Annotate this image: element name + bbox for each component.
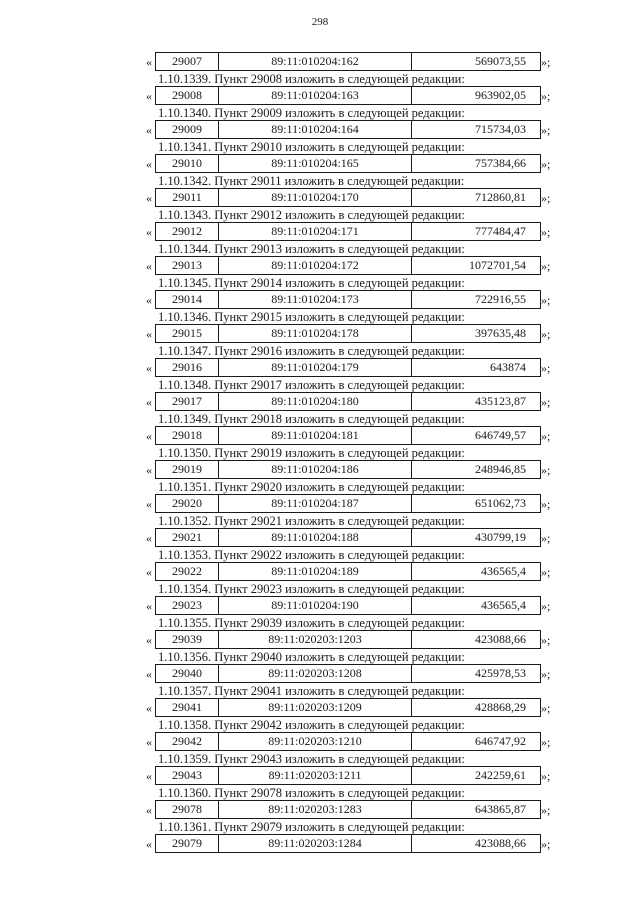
amendment-heading: 1.10.1349. Пункт 29018 изложить в следующей редакции:: [158, 412, 465, 426]
amendment-heading: 1.10.1359. Пункт 29043 изложить в следующей редакции:: [158, 752, 465, 766]
amendment-heading: 1.10.1352. Пункт 29021 изложить в следующей редакции:: [158, 514, 465, 528]
quote-open: «: [146, 837, 152, 851]
amendment-block: [0, 480, 640, 514]
table-row: [146, 324, 566, 344]
amendment-heading: 1.10.1355. Пункт 29039 изложить в следующей редакции:: [158, 616, 465, 630]
amendment-heading: 1.10.1341. Пункт 29010 изложить в следующей редакции:: [158, 140, 465, 154]
cell-number: 29021: [156, 529, 219, 546]
document-body: [0, 49, 640, 854]
quote-close: »;: [541, 837, 551, 851]
quote-open: «: [146, 55, 152, 69]
cell-value: 423088,66: [475, 632, 526, 646]
table-row: [146, 188, 566, 208]
cell-cadastral: 89:11:020203:1203: [219, 631, 412, 648]
cell-cadastral: 89:11:010204:190: [219, 597, 412, 614]
cell-cadastral: 89:11:010204:180: [219, 393, 412, 410]
quote-open: «: [146, 293, 152, 307]
cell-cadastral: 89:11:010204:187: [219, 495, 412, 512]
cell-cadastral: 89:11:010204:179: [219, 359, 412, 376]
cell-number: 29010: [156, 155, 219, 172]
amendment-heading: 1.10.1356. Пункт 29040 изложить в следующей редакции:: [158, 650, 465, 664]
cell-number: 29079: [156, 835, 219, 852]
cell-number: 29022: [156, 563, 219, 580]
quote-close: »;: [541, 89, 551, 103]
cell-cadastral: 89:11:010204:181: [219, 427, 412, 444]
cell-number: 29008: [156, 87, 219, 104]
amendment-heading: 1.10.1346. Пункт 29015 изложить в следующей редакции:: [158, 310, 465, 324]
table-row: [146, 426, 566, 446]
cell-number: 29015: [156, 325, 219, 342]
row-cells: [155, 120, 541, 139]
table-row: [146, 834, 566, 854]
cell-value: 436565,4: [481, 598, 526, 612]
quote-close: »;: [541, 769, 551, 783]
row-cells: [155, 426, 541, 445]
table-row: [146, 732, 566, 752]
quote-close: »;: [541, 803, 551, 817]
quote-close: »;: [541, 497, 551, 511]
quote-close: »;: [541, 701, 551, 715]
quote-close: »;: [541, 633, 551, 647]
cell-value: 1072701,54: [469, 258, 526, 272]
cell-value: 963902,05: [475, 88, 526, 102]
cell-number: 29014: [156, 291, 219, 308]
cell-cadastral: 89:11:010204:162: [219, 53, 412, 70]
quote-open: «: [146, 89, 152, 103]
amendment-block: [0, 650, 640, 684]
row-cells: [155, 154, 541, 173]
quote-close: »;: [541, 191, 551, 205]
row-cells: [155, 324, 541, 343]
amendment-block: [0, 310, 640, 344]
cell-number: 29009: [156, 121, 219, 138]
table-row: [146, 86, 566, 106]
quote-close: »;: [541, 55, 551, 69]
table-row: [146, 494, 566, 514]
row-cells: [155, 290, 541, 309]
amendment-block: [0, 616, 640, 650]
cell-number: 29040: [156, 665, 219, 682]
table-row: [146, 392, 566, 412]
cell-number: 29011: [156, 189, 219, 206]
amendment-heading: 1.10.1343. Пункт 29012 изложить в следующей редакции:: [158, 208, 465, 222]
amendment-block: [0, 820, 640, 854]
amendment-heading: 1.10.1347. Пункт 29016 изложить в следующей редакции:: [158, 344, 465, 358]
row-cells: [155, 460, 541, 479]
row-cells: [155, 766, 541, 785]
cell-value: 436565,4: [481, 564, 526, 578]
cell-cadastral: 89:11:010204:173: [219, 291, 412, 308]
amendment-heading: 1.10.1350. Пункт 29019 изложить в следующей редакции:: [158, 446, 465, 460]
amendment-block: [0, 344, 640, 378]
amendment-block: [0, 72, 640, 106]
cell-number: 29043: [156, 767, 219, 784]
quote-close: »;: [541, 395, 551, 409]
cell-number: 29023: [156, 597, 219, 614]
row-cells: [155, 664, 541, 683]
table-row: [146, 290, 566, 310]
amendment-block: [0, 412, 640, 446]
row-cells: [155, 698, 541, 717]
cell-cadastral: 89:11:020203:1211: [219, 767, 412, 784]
amendment-block: [0, 276, 640, 310]
quote-open: «: [146, 497, 152, 511]
cell-cadastral: 89:11:010204:170: [219, 189, 412, 206]
cell-number: 29019: [156, 461, 219, 478]
row-cells: [155, 52, 541, 71]
quote-close: »;: [541, 225, 551, 239]
table-row: [146, 630, 566, 650]
row-cells: [155, 528, 541, 547]
row-cells: [155, 222, 541, 241]
quote-open: «: [146, 191, 152, 205]
quote-close: »;: [541, 293, 551, 307]
cell-cadastral: 89:11:010204:172: [219, 257, 412, 274]
table-row: [146, 766, 566, 786]
amendment-block: [0, 174, 640, 208]
row-cells: [155, 562, 541, 581]
quote-close: »;: [541, 531, 551, 545]
quote-close: »;: [541, 157, 551, 171]
amendment-heading: 1.10.1357. Пункт 29041 изложить в следующей редакции:: [158, 684, 465, 698]
row-cells: [155, 596, 541, 615]
row-cells: [155, 256, 541, 275]
cell-number: 29018: [156, 427, 219, 444]
cell-cadastral: 89:11:020203:1208: [219, 665, 412, 682]
amendment-block: [0, 752, 640, 786]
cell-value: 722916,55: [475, 292, 526, 306]
cell-cadastral: 89:11:010204:189: [219, 563, 412, 580]
quote-open: «: [146, 531, 152, 545]
quote-open: «: [146, 327, 152, 341]
table-row: [146, 120, 566, 140]
amendment-block: [0, 446, 640, 480]
row-cells: [155, 358, 541, 377]
cell-number: 29013: [156, 257, 219, 274]
table-row: [146, 596, 566, 616]
cell-cadastral: 89:11:020203:1284: [219, 835, 412, 852]
cell-number: 29007: [156, 53, 219, 70]
quote-close: »;: [541, 123, 551, 137]
quote-open: «: [146, 157, 152, 171]
cell-value: 569073,55: [475, 54, 526, 68]
quote-open: «: [146, 701, 152, 715]
amendment-block: [0, 684, 640, 718]
table-row: [146, 52, 566, 72]
cell-cadastral: 89:11:010204:165: [219, 155, 412, 172]
amendment-heading: 1.10.1342. Пункт 29011 изложить в следующей редакции:: [158, 174, 465, 188]
cell-value: 425978,53: [475, 666, 526, 680]
amendment-heading: 1.10.1348. Пункт 29017 изложить в следующей редакции:: [158, 378, 465, 392]
table-row: [146, 222, 566, 242]
row-cells: [155, 834, 541, 853]
quote-open: «: [146, 803, 152, 817]
cell-value: 646749,57: [475, 428, 526, 442]
cell-value: 777484,47: [475, 224, 526, 238]
amendment-block: [0, 718, 640, 752]
cell-cadastral: 89:11:010204:164: [219, 121, 412, 138]
row-cells: [155, 630, 541, 649]
amendment-heading: 1.10.1339. Пункт 29008 изложить в следующей редакции:: [158, 72, 465, 86]
row-cells: [155, 494, 541, 513]
table-row: [146, 562, 566, 582]
quote-open: «: [146, 259, 152, 273]
cell-value: 423088,66: [475, 836, 526, 850]
cell-value: 428868,29: [475, 700, 526, 714]
quote-open: «: [146, 599, 152, 613]
amendment-heading: 1.10.1354. Пункт 29023 изложить в следующей редакции:: [158, 582, 465, 596]
cell-value: 646747,92: [475, 734, 526, 748]
table-row: [146, 698, 566, 718]
quote-open: «: [146, 361, 152, 375]
quote-close: »;: [541, 259, 551, 273]
row-cells: [155, 86, 541, 105]
table-row: [146, 664, 566, 684]
quote-open: «: [146, 463, 152, 477]
cell-number: 29078: [156, 801, 219, 818]
quote-close: »;: [541, 599, 551, 613]
quote-close: »;: [541, 429, 551, 443]
quote-close: »;: [541, 327, 551, 341]
amendment-block: [0, 208, 640, 242]
quote-open: «: [146, 667, 152, 681]
quote-open: «: [146, 123, 152, 137]
row-cells: [155, 800, 541, 819]
cell-number: 29020: [156, 495, 219, 512]
row-cells: [155, 188, 541, 207]
quote-open: «: [146, 395, 152, 409]
cell-number: 29016: [156, 359, 219, 376]
cell-value: 397635,48: [475, 326, 526, 340]
table-row: [146, 460, 566, 480]
amendment-heading: 1.10.1361. Пункт 29079 изложить в следующей редакции:: [158, 820, 465, 834]
amendment-block: [0, 582, 640, 616]
cell-value: 651062,73: [475, 496, 526, 510]
amendment-heading: 1.10.1344. Пункт 29013 изложить в следующей редакции:: [158, 242, 465, 256]
cell-value: 643874: [490, 360, 526, 374]
row-cells: [155, 392, 541, 411]
quote-close: »;: [541, 361, 551, 375]
table-row: [146, 800, 566, 820]
cell-cadastral: 89:11:020203:1283: [219, 801, 412, 818]
cell-cadastral: 89:11:020203:1210: [219, 733, 412, 750]
amendment-heading: 1.10.1353. Пункт 29022 изложить в следующей редакции:: [158, 548, 465, 562]
quote-close: »;: [541, 565, 551, 579]
cell-value: 435123,87: [475, 394, 526, 408]
table-row: [146, 528, 566, 548]
quote-close: »;: [541, 463, 551, 477]
cell-number: 29017: [156, 393, 219, 410]
cell-cadastral: 89:11:010204:188: [219, 529, 412, 546]
page-number: 298: [311, 16, 329, 28]
cell-value: 430799,19: [475, 530, 526, 544]
amendment-block: [0, 786, 640, 820]
cell-value: 643865,87: [475, 802, 526, 816]
quote-close: »;: [541, 735, 551, 749]
cell-value: 757384,66: [475, 156, 526, 170]
quote-open: «: [146, 225, 152, 239]
cell-cadastral: 89:11:010204:186: [219, 461, 412, 478]
cell-cadastral: 89:11:010204:178: [219, 325, 412, 342]
quote-open: «: [146, 429, 152, 443]
cell-number: 29039: [156, 631, 219, 648]
cell-value: 248946,85: [475, 462, 526, 476]
cell-cadastral: 89:11:010204:171: [219, 223, 412, 240]
amendment-block: [0, 548, 640, 582]
cell-value: 715734,03: [475, 122, 526, 136]
first-row-block: [0, 49, 640, 72]
cell-number: 29042: [156, 733, 219, 750]
cell-number: 29012: [156, 223, 219, 240]
quote-open: «: [146, 633, 152, 647]
cell-cadastral: 89:11:010204:163: [219, 87, 412, 104]
cell-number: 29041: [156, 699, 219, 716]
amendment-block: [0, 106, 640, 140]
cell-value: 242259,61: [475, 768, 526, 782]
amendment-heading: 1.10.1345. Пункт 29014 изложить в следующей редакции:: [158, 276, 465, 290]
quote-open: «: [146, 769, 152, 783]
amendment-block: [0, 242, 640, 276]
amendment-block: [0, 378, 640, 412]
amendment-heading: 1.10.1340. Пункт 29009 изложить в следующей редакции:: [158, 106, 465, 120]
row-cells: [155, 732, 541, 751]
cell-value: 712860,81: [475, 190, 526, 204]
table-row: [146, 154, 566, 174]
table-row: [146, 256, 566, 276]
amendment-heading: 1.10.1351. Пункт 29020 изложить в следующей редакции:: [158, 480, 465, 494]
quote-open: «: [146, 735, 152, 749]
quote-open: «: [146, 565, 152, 579]
quote-close: »;: [541, 667, 551, 681]
amendment-block: [0, 140, 640, 174]
cell-cadastral: 89:11:020203:1209: [219, 699, 412, 716]
amendment-heading: 1.10.1358. Пункт 29042 изложить в следующей редакции:: [158, 718, 465, 732]
table-row: [146, 358, 566, 378]
amendment-block: [0, 514, 640, 548]
amendment-heading: 1.10.1360. Пункт 29078 изложить в следующей редакции:: [158, 786, 465, 800]
